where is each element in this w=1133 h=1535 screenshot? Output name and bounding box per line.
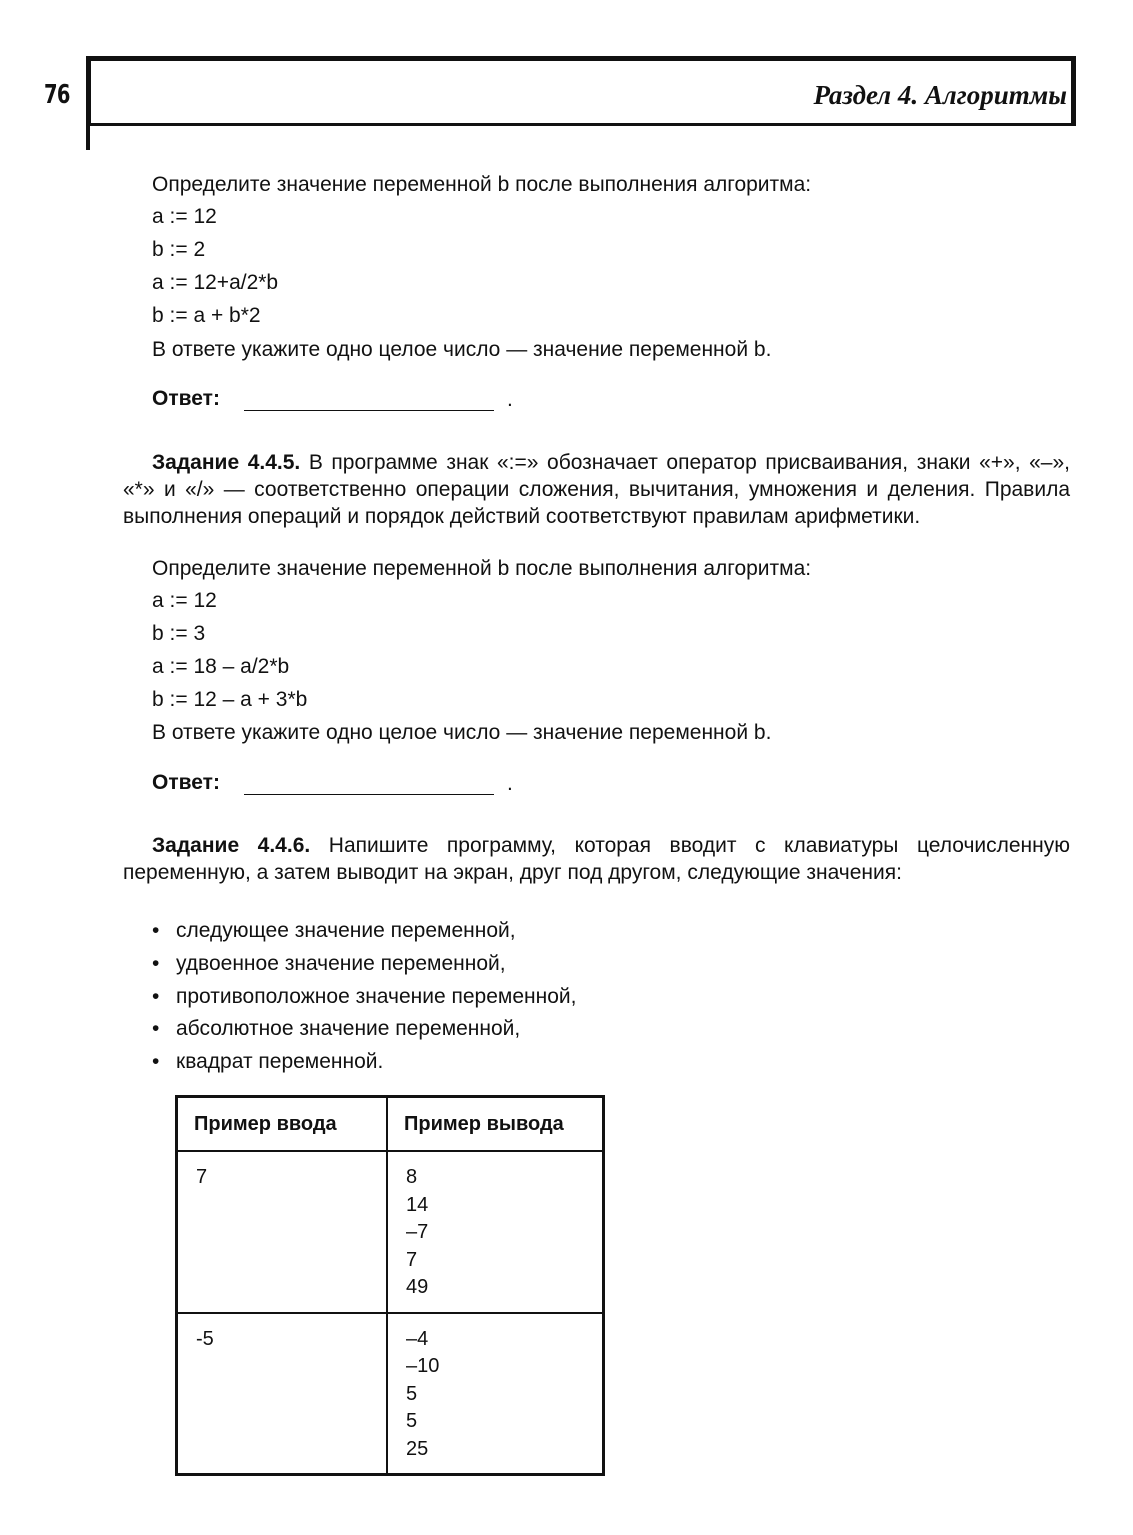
task-445-answer-line[interactable]: [244, 794, 494, 795]
prev-code-line-1: a := 12: [152, 205, 217, 228]
output-line: 14: [406, 1193, 429, 1216]
page-number: 76: [44, 80, 70, 110]
task-446-title: Задание 4.4.6.: [152, 834, 311, 857]
task-445-answer-dot: .: [507, 772, 513, 795]
output-line: 5: [406, 1382, 418, 1405]
prev-code-line-2: b := 2: [152, 238, 206, 261]
output-line: 5: [406, 1410, 418, 1432]
prev-code-line-4: b := a + b*2: [152, 304, 261, 327]
section-title: Раздел 4. Алгоритмы: [813, 80, 1067, 110]
bullet-item-4: • абсолютное значение переменной,: [152, 1017, 521, 1040]
table-header-row: [177, 1097, 604, 1152]
task-445-code-line-1: a := 12: [152, 589, 217, 612]
table-row: [177, 1151, 604, 1313]
header-input: Пример ввода: [177, 1097, 388, 1152]
header-output: Пример вывода: [387, 1097, 604, 1152]
io-example-table: [175, 1095, 605, 1476]
task-445-prompt: Определите значение переменной b после выполнения алгоритма:: [152, 557, 812, 580]
output-line: 8: [406, 1166, 418, 1188]
prev-instruction: В ответе укажите одно целое число — значение переменной b.: [152, 338, 772, 361]
bullet-item-3: • противоположное значение переменной,: [152, 985, 577, 1008]
bullet-dot: •: [152, 952, 160, 975]
task-445-description: В программе знак «:=» обозначает оператор присваивания, знаки «+», «–», «*» и «/» — соответственно операции сложения, вычитания, умножения и деления. Правила выполнения операций и порядок действий соответствуют правилам арифметики.: [123, 451, 1071, 528]
bullet-item-5: • квадрат переменной.: [152, 1050, 384, 1073]
bullet-item-1: • следующее значение переменной,: [152, 919, 516, 942]
cell-input: 7: [177, 1151, 388, 1313]
prev-answer-line[interactable]: [244, 410, 494, 411]
bullet-dot: •: [152, 919, 160, 942]
bullet-item-2: • удвоенное значение переменной,: [152, 952, 506, 975]
task-445-answer-label: Ответ:: [152, 771, 220, 794]
prev-prompt: Определите значение переменной b после выполнения алгоритма:: [152, 173, 812, 196]
output-line: –7: [406, 1221, 429, 1243]
header-tick: [86, 124, 90, 150]
task-445-code-line-2: b := 3: [152, 622, 206, 645]
prev-answer-dot: .: [507, 388, 513, 411]
output-line: 25: [406, 1437, 429, 1460]
bullet-dot: •: [152, 1050, 160, 1073]
task-445-title: Задание 4.4.5.: [152, 451, 301, 474]
task-445-instruction: В ответе укажите одно целое число — значение переменной b.: [152, 721, 772, 744]
cell-input: -5: [177, 1313, 388, 1475]
output-line: 7: [406, 1248, 418, 1271]
table-row: [177, 1313, 604, 1475]
bullet-dot: •: [152, 1017, 160, 1040]
output-line: –10: [406, 1355, 440, 1377]
output-line: 49: [406, 1276, 429, 1298]
task-445-code-line-3: a := 18 – a/2*b: [152, 655, 290, 678]
prev-answer-label: Ответ:: [152, 387, 220, 410]
task-446-text: [123, 832, 1070, 886]
task-445-code-line-4: b := 12 – a + 3*b: [152, 688, 308, 711]
output-line: –4: [406, 1327, 429, 1350]
cell-output: [387, 1151, 604, 1313]
bullet-dot: •: [152, 985, 160, 1008]
task-445-text: [123, 449, 1070, 530]
cell-output: [387, 1313, 604, 1475]
prev-code-line-3: a := 12+a/2*b: [152, 271, 279, 294]
task-446-description: Напишите программу, которая вводит с клавиатуры целочисленную переменную, а затем выводит на экран, друг под другом, следующие значения:: [123, 834, 1070, 884]
